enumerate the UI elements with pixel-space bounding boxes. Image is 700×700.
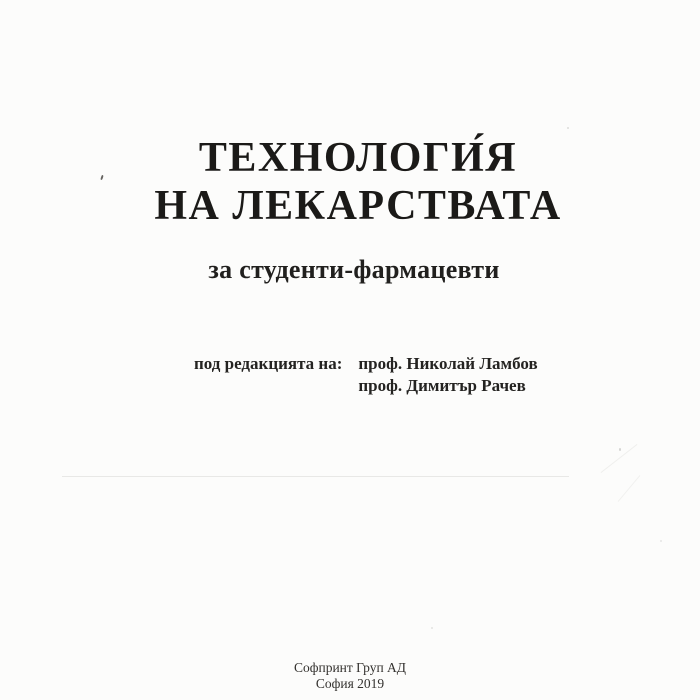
- scan-dot-artifact: [619, 448, 621, 451]
- publisher-name: Софпринт Груп АД: [293, 660, 407, 675]
- book-title: [8, 134, 700, 230]
- book-title-line-1: ТЕХНОЛОГИ́Я: [198, 135, 518, 181]
- editor-name-2: проф. Димитър Рачев: [358, 376, 526, 395]
- book-subtitle: за студенти-фармацевти: [208, 255, 500, 284]
- editors-section: [194, 353, 538, 397]
- editor-name-1: проф. Николай Ламбов: [358, 354, 538, 373]
- scan-smudge-artifact: [618, 475, 641, 502]
- scan-dot-artifact: [660, 540, 662, 542]
- scan-dot-artifact: [567, 127, 569, 129]
- scan-dot-artifact: [431, 627, 433, 629]
- editors-names: [358, 353, 537, 397]
- imprint-section: [0, 660, 700, 692]
- book-title-line-2: НА ЛЕКАРСТВАТА: [154, 183, 562, 229]
- publication-city-year: София 2019: [315, 676, 385, 691]
- scan-line-artifact: [62, 476, 569, 477]
- editors-label: под редакцията на:: [194, 354, 343, 373]
